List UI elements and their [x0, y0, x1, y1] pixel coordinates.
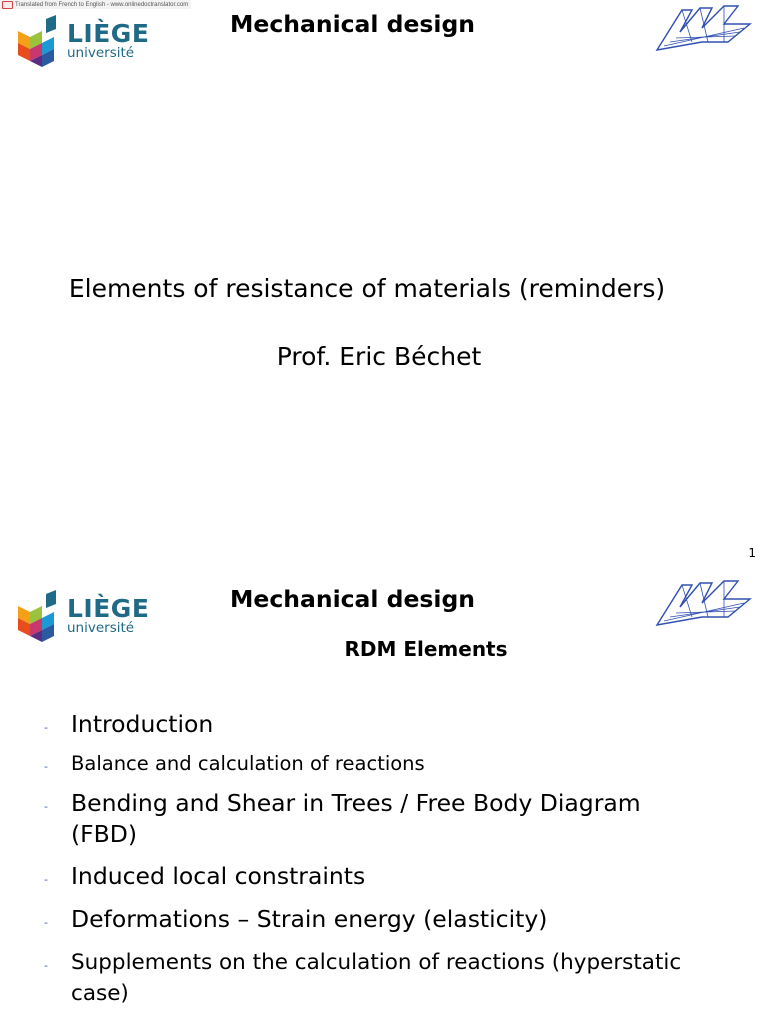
list-item-text: Induced local constraints: [71, 862, 366, 890]
logo-line1: LIÈGE: [67, 19, 150, 49]
liege-emblem-icon: [16, 15, 62, 67]
list-item-text: Supplements on the calculation of reactions (hyperstatic case): [71, 950, 682, 1006]
bullet-dash-icon: -: [44, 915, 48, 929]
liege-emblem-icon: [16, 590, 62, 642]
liege-university-logo: [16, 590, 149, 642]
translation-banner[interactable]: [0, 0, 191, 9]
list-item: [44, 861, 684, 892]
page-number: 1: [748, 546, 756, 560]
list-item: [44, 709, 684, 740]
logo-line2: université: [67, 620, 135, 637]
translate-icon: [2, 1, 13, 9]
bullet-dash-icon: -: [44, 759, 48, 773]
list-item-text: Bending and Shear in Trees / Free Body Diagram (FBD): [71, 789, 641, 848]
author-name: Prof. Eric Béchet: [276, 342, 482, 371]
translation-banner-text: Translated from French to English - www.onlinedoctranslator.com: [15, 1, 189, 8]
logo-line1: LIÈGE: [67, 594, 150, 624]
list-item: [44, 904, 684, 935]
section-subtitle: RDM Elements: [344, 637, 508, 661]
header-title: Mechanical design: [230, 585, 476, 613]
outline-list: [44, 709, 684, 1009]
logo-line2: université: [67, 45, 135, 62]
list-item-text: Balance and calculation of reactions: [71, 752, 425, 775]
bullet-dash-icon: -: [44, 720, 48, 734]
am-logo-icon: [652, 2, 754, 54]
liege-university-logo: [16, 15, 149, 67]
lecture-title: Elements of resistance of materials (reminders): [68, 274, 666, 303]
list-item-text: Introduction: [71, 710, 214, 738]
bullet-dash-icon: -: [44, 872, 48, 886]
list-item: [44, 749, 684, 779]
am-logo-icon: [652, 577, 754, 629]
list-item: [44, 788, 684, 850]
bullet-dash-icon: -: [44, 799, 48, 813]
header-title: Mechanical design: [230, 10, 476, 38]
slide-2: [0, 575, 768, 1024]
list-item: [44, 947, 684, 1009]
bullet-dash-icon: -: [44, 958, 48, 972]
list-item-text: Deformations – Strain energy (elasticity): [71, 905, 548, 933]
